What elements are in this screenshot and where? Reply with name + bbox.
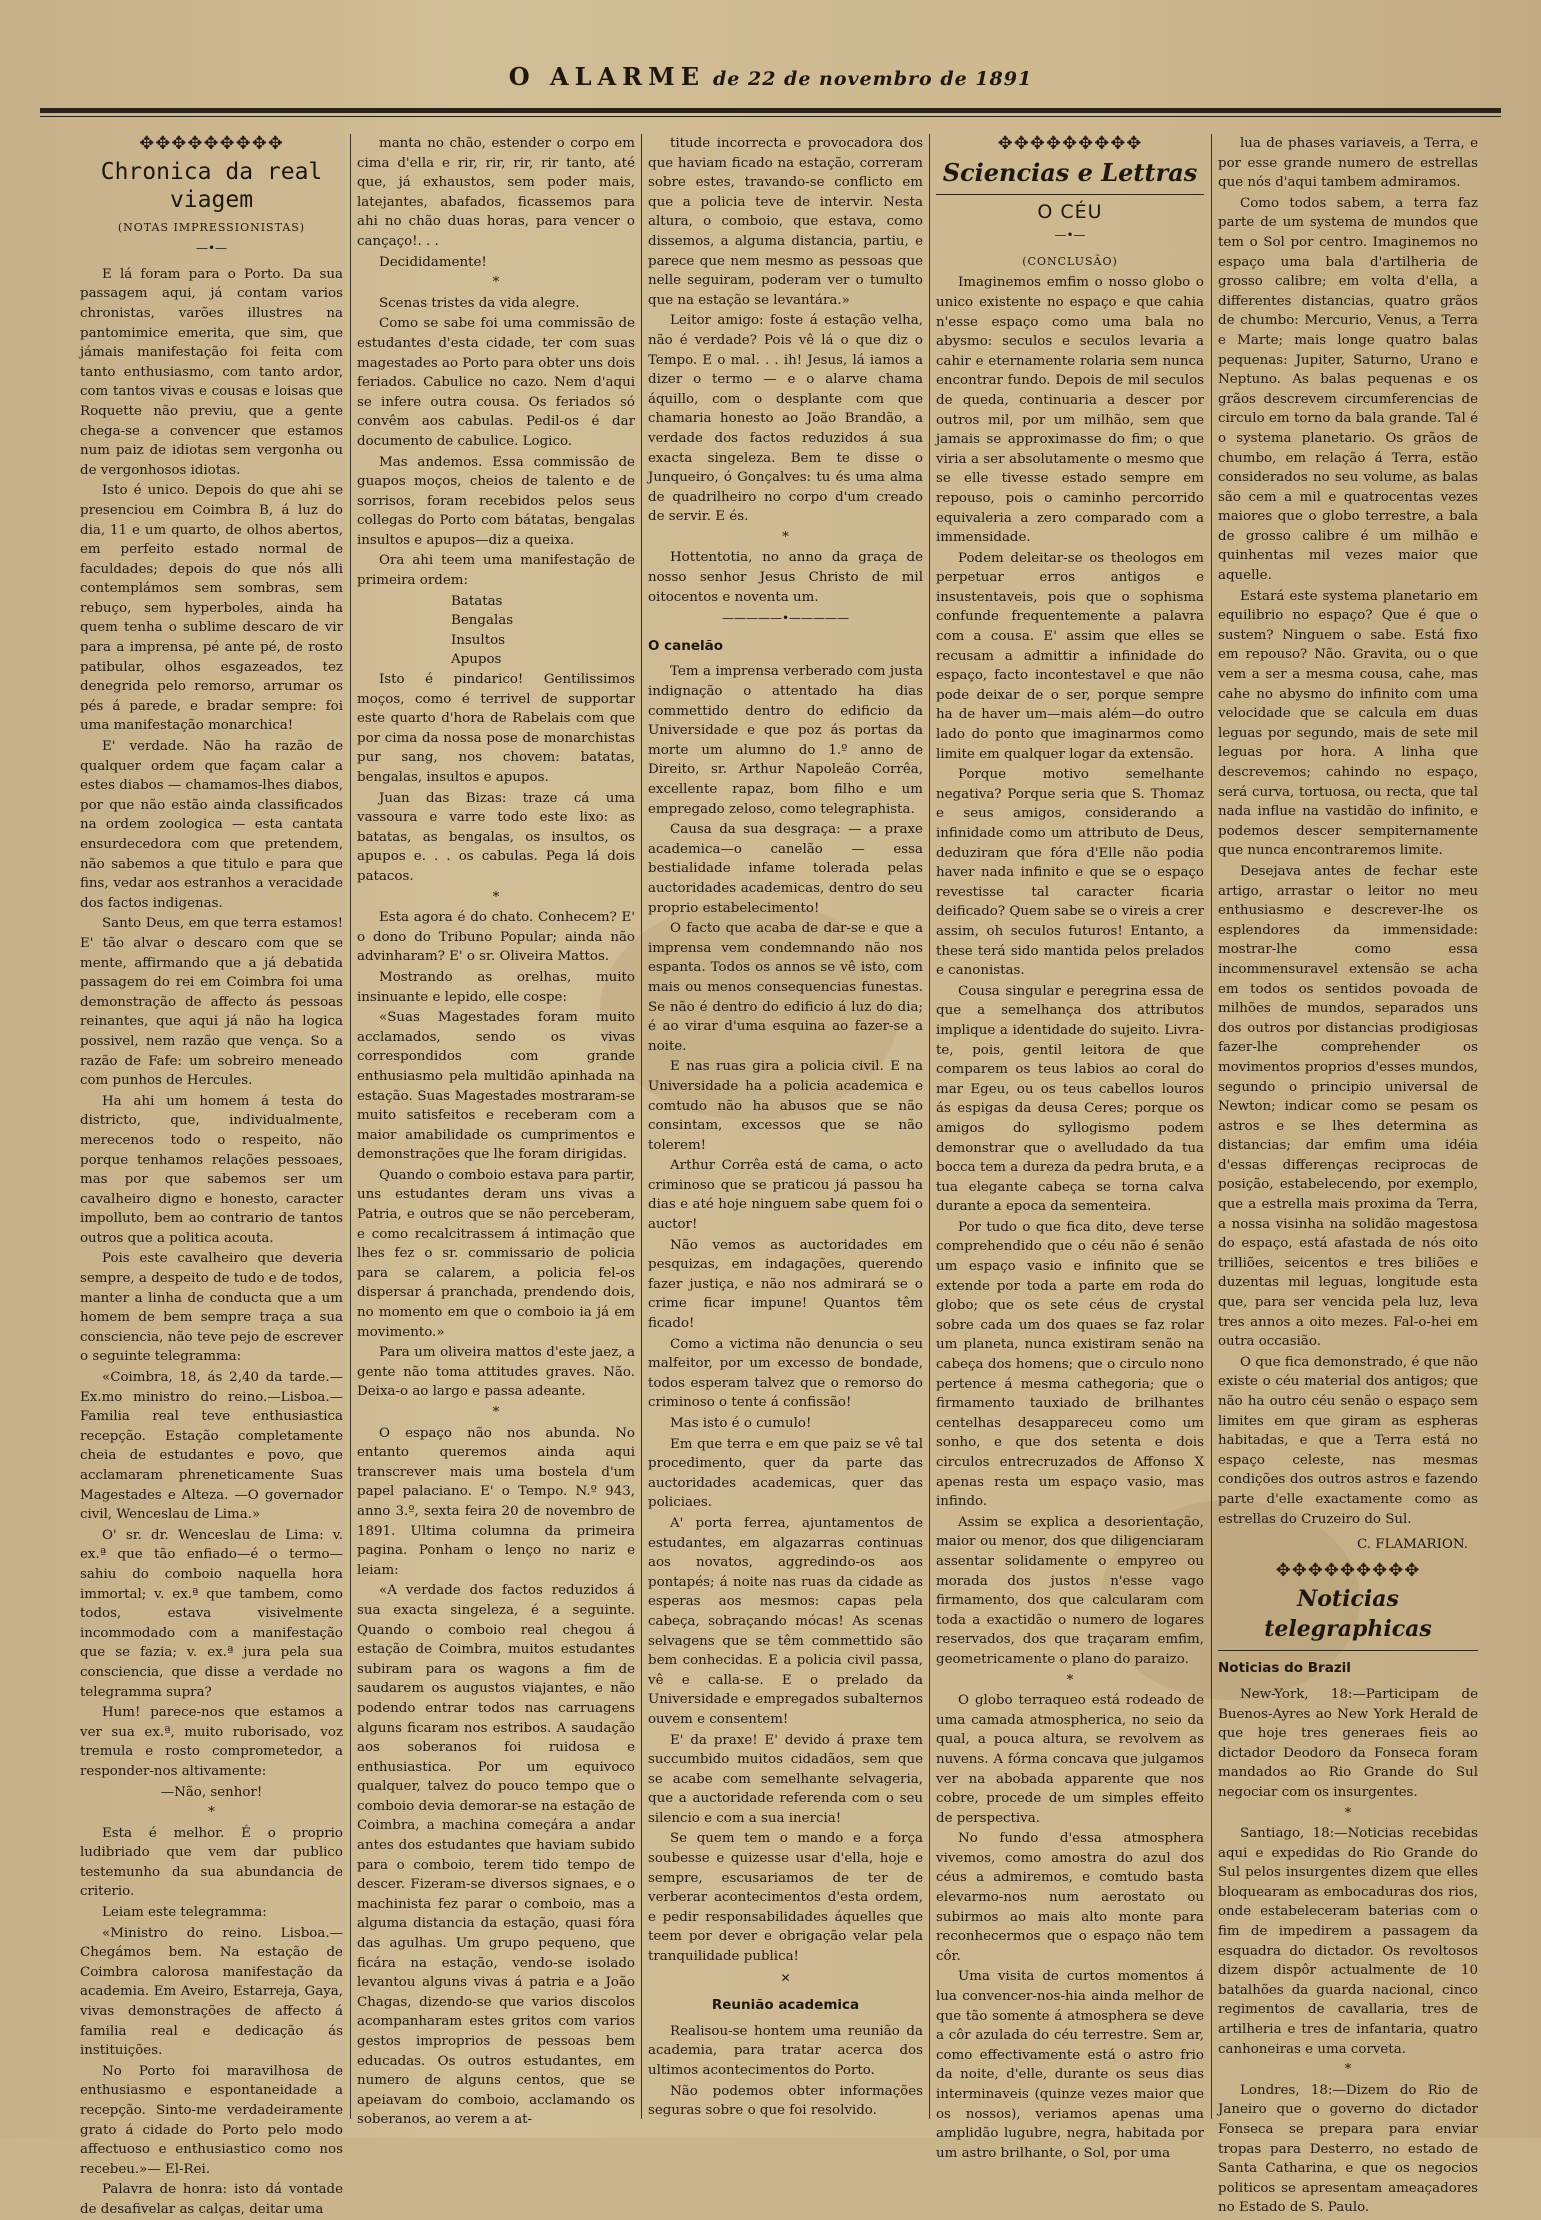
article-title: O CÉU bbox=[1037, 200, 1103, 223]
column-1 bbox=[80, 133, 343, 2217]
article-body bbox=[648, 662, 923, 1966]
masthead bbox=[60, 62, 1481, 102]
separator: —————•————— bbox=[721, 611, 850, 626]
paragraph: Se quem tem o mando e a força soubesse e quizesse usar d'ella, hoje e sempre, escusariamos de ter de verberar acontecimentos d'esta ordem, e pedir responsabilidades áquelles que teem por dever e obrigação velar pela tranquilidade publica! bbox=[648, 1831, 923, 1965]
paragraph: Desejava antes de fechar este artigo, arrastar o leitor no meu enthusiasmo e descrever-lhe os esplendores da immensidade: mostrar-lhe como essa incommensuravel extensão se acha em todos os sentidos povoada de milhões de mundos, separados uns dos outros por distancias prodigiosas fazer-lhe comprehender os movimentos proprios d'esses mundos, segundo o principio universal de Newton; indicar como se pesam os astros e se lhes determina as distancias; dar emfim uma idéia d'essas differenças reciprocas de posição, estabelecendo, por exemplo, que a estrella mais proxima da Terra, a nossa visinha na solidão magestosa do espaço, está afastada de nós oito trilliões, seicentos e tres biliões e duzentas mil leguas, longitude esta que, para ser vencida pela luz, leva tres annos a oito mezes. Fal-o-hei em outra occasião. bbox=[1218, 863, 1478, 1350]
section-heading: Reunião academica bbox=[711, 1997, 860, 2014]
header-rule-thin bbox=[40, 116, 1501, 117]
paragraph: * bbox=[1344, 2062, 1352, 2078]
paragraph: Ora ahi teem uma manifestação de primeira ordem: bbox=[357, 553, 635, 589]
section-heading: O canelão bbox=[648, 637, 724, 654]
paragraph: Realisou-se hontem uma reunião da academia, para tratar acerca dos ultimos acontecimentos do Porto. bbox=[648, 2023, 923, 2078]
paragraph: * bbox=[492, 1405, 500, 1420]
paragraph: Como a victima não denuncia o seu malfeitor, por um excesso de bondade, todos esperam talvez que o remorso do criminoso o tente á confissão! bbox=[648, 1336, 923, 1411]
paragraph: lua de phases variaveis, a Terra, e por esse grande numero de estrellas que nós d'aqui tambem admiramos. bbox=[1218, 136, 1478, 191]
paragraph: manta no chão, estender o corpo em cima d'ella e rir, rir, rir, rir tanto, até que, já exhaustos, sem poder mais, latejantes, abafados, ficassemos para ahi no chão duas horas, para vencer o cançaço!. . . bbox=[357, 136, 635, 249]
article-body bbox=[1218, 134, 1478, 1529]
paragraph: «Ministro do reino. Lisboa.— Chegámos bem. Na estação de Coimbra calorosa manifestação da academia. Em Aveiro, Estarreja, Gaya, vivas demonstrações de affecto á familia real e dedicação ás instituições. bbox=[80, 1925, 343, 2059]
paragraph: Santiago, 18:—Noticias recebidas aqui e expedidas do Rio Grande do Sul pelos insurgentes dizem que elles bloquearam as embocaduras dos rios, onde estabeleceram baterias com o fim de impedirem a passagem da esquadra do dictador. Os revoltosos dizem dispôr actualmente de 10 batalhões da guarda nacional, cinco regimentos de cavallaria, tres de artilheria e tres de infantaria, quatro canhoneiras e uma corveta. bbox=[1218, 1826, 1478, 2057]
list-item: Apupos bbox=[451, 652, 502, 668]
paragraph: Uma visita de curtos momentos á lua convencer-nos-hia ainda melhor de que tão somente á atmosphera se deve a côr azulada do céu terrestre. Sem ar, como effectivamente está o astro frio da noite, d'elle, durante os seus dias interminaveis (quinze vezes maior que os nossos), veriamos apenas uma amplidão lugubre, negra, habitada por um astro brilhante, o Sol, por uma bbox=[936, 1969, 1204, 2161]
paragraph: Assim se explica a desorientação, maior ou menor, dos que diligenciaram assentar solidamente o empyreo ou morada dos justos n'esse vago firmamento, dos que calcularam com toda a exactidão o numero de logares reservados, dos que traçaram emfim, geometricamente o plano do paraizo. bbox=[936, 1514, 1204, 1667]
paragraph: E nas ruas gira a policia civil. E na Universidade ha a policia academica e comtudo não ha abusos que se não consintam, excessos que se não tolerem! bbox=[648, 1059, 923, 1153]
header-rule bbox=[40, 108, 1501, 113]
ornament-row: ✥✥✥✥✥✥✥✥✥ bbox=[997, 133, 1143, 154]
paragraph: «Suas Magestades foram muito acclamados, sendo os vivas correspondidos com grande enthusiasmo pela multidão apinhada na estação. Suas Magestades mostraram-se muito satisfeitos e receberam com a maior amabilidade os cumprimentos e demonstrações que lhe foram dirigidas. bbox=[357, 1010, 635, 1163]
paragraph: O globo terraqueo está rodeado de uma camada atmospherica, no seio da qual, a pouca altura, se revolvem as nuvens. A fórma concava que julgamos ver na abobada apparente que nos cobre, procede de um simples effeito de perspectiva. bbox=[936, 1693, 1204, 1826]
paragraph: Tem a imprensa verberado com justa indignação o attentado ha dias commettido dentro do edificio da Universidade e que poz ás portas da morte um alumno do 1.º anno de Direito, sr. Arthur Napoleão Corrêa, excellente rapaz, bom filho e um empregado zeloso, como telegraphista. bbox=[648, 664, 923, 817]
paragraph: Hottentotia, no anno da graça de nosso senhor Jesus Christo de mil oitocentos e noventa um. bbox=[648, 550, 923, 605]
paragraph: Isto é unico. Depois do que ahi se presenciou em Coimbra B, á luz do dia, 11 e um quarto, de olhos abertos, em perfeito estado normal de faculdades; depois do que nós alli contemplámos sem sombras, sem rebuço, sem hyperboles, ainda ha quem tenha o sublime descaro de vir para a imprensa, pé ante pé, de rosto patibular, olhos esgazeados, tez denegrida pelo remorso, arrumar os pés á parede, e bradar sempre: foi uma manifestação monarchica! bbox=[80, 483, 343, 734]
list-item: Bengalas bbox=[451, 613, 514, 629]
paragraph: Imaginemos emfim o nosso globo o unico existente no espaço e que cahia n'esse espaço como uma bala no abysmo: seculos e seculos levaria a cahir e eternamente rolaria sem nunca encontrar fundo. Depois de mil seculos de queda, continuaria a descer por outros mil, por um milhão, sem que jamais se approximasse do fim; o que viria a ser absolutamente o mesmo que se elle tivesse estado sempre em repouso, pois o caminho percorrido equivaleria a zero comparado com a immensidade. bbox=[936, 275, 1204, 546]
paragraph: Porque motivo semelhante negativa? Porque seria que S. Thomaz e seus amigos, considerando a infinidade como um attributo de Deus, deduziram que fóra d'Elle não podia haver nada infinito e que se o espaço revestisse tal caracter ficaria deificado? Quem sabe se o vireis a crer assim, oh seculos futuros! Entanto, a these terá sido mantida pelos prelados e canonistas. bbox=[936, 767, 1204, 979]
paragraph: E lá foram para o Porto. Da sua passagem aqui, já contam varios chronistas, varões illustres na pantomimice emerita, que sim, que jámais manifestação foi feita com tanto enthusiasmo, com tanto ardor, com tantos vivas e cousas e loisas que Roquette não previu, que a gente chega-se a convencer que estamos num paiz de idiotas sem vergonha ou de vergonhosos idiotas. bbox=[80, 266, 343, 478]
divider bbox=[936, 194, 1204, 195]
article-subtitle: (CONCLUSÃO) bbox=[1022, 254, 1118, 268]
paragraph: Isto é pindarico! Gentilissimos moços, como é terrivel de supportar este quarto d'hora de Rabelais com que por cima da nossa pose de monarchistas pur sang, nos chovem: batatas, bengalas, insultos e apupos. bbox=[357, 672, 635, 785]
section-title: Sciencias e Lettras bbox=[942, 157, 1198, 187]
item-list bbox=[357, 592, 635, 670]
paragraph: No fundo d'essa atmosphera vivemos, como amostra do azul dos céus a admiremos, e comtudo basta elevarmo-nos num aerostato ou subirmos ao mais alto monte para reconhecermos que o espaço não tem côr. bbox=[936, 1831, 1204, 1964]
signature: C. FLAMARION. bbox=[1357, 1537, 1468, 1553]
separator: —•— bbox=[1054, 228, 1086, 243]
paragraph: Como todos sabem, a terra faz parte de um systema de mundos que tem o Sol por centro. Imaginemos no espaço uma bala d'artilheria de grosso calibre; em volta d'ella, a differentes distancias, quatro grãos de chumbo: Mercurio, Venus, a Terra e Marte; mais longe quatro balas pequenas: Jupiter, Saturno, Urano e Neptuno. As balas pequenas e os grãos descrevem circumferencias de circulo em torno da bala grande. Tal é o systema planetario. Os grãos de chumbo, em relação á Terra, estão considerados no seu volume, as balas são cem a mil e quatrocentas vezes maiores que o globo terrestre, a bala de grosso calibre é um milhão e quinhentas mil vezes maior que aquelle. bbox=[1218, 195, 1478, 584]
article-title: Chronica da real viagem bbox=[100, 158, 323, 213]
article-body bbox=[357, 670, 635, 2130]
paragraph: Mas isto é o cumulo! bbox=[670, 1416, 812, 1431]
paragraph: Esta é melhor. É o proprio ludibriado que vem dar publico testemunho da sua abundancia de criterio. bbox=[80, 1825, 343, 1900]
paragraph: Hum! parece-nos que estamos a ver sua ex.ª, muito ruborisado, voz tremula e rosto comprometedor, a responder-nos altivamente: bbox=[80, 1705, 343, 1779]
ornament-row: ✥✥✥✥✥✥✥✥✥ bbox=[139, 133, 284, 154]
paragraph: Palavra de honra: isto dá vontade de desafivelar as calças, deitar uma bbox=[80, 2182, 343, 2217]
paragraph: O que fica demonstrado, é que não existe o céu material dos antigos; que não ha outro céu senão o espaço sem limites em que giram as espheras habitadas, e que a Terra está no espaço celeste, nas mesmas condições dos outros astros e fazendo parte d'elle exactamente como as estrellas do Cruzeiro do Sul. bbox=[1218, 1354, 1478, 1527]
article-subtitle: (NOTAS IMPRESSIONISTAS) bbox=[117, 220, 306, 234]
column-3 bbox=[648, 134, 923, 2119]
paragraph: Como se sabe foi uma commissão de estudantes d'esta cidade, ter com suas magestades ao Porto para obter uns dois feriados. Cabulice no cazo. Nem d'aqui se infere outra cousa. Os feriados só convêm aos cabulas. Pedil-os é dar documento de cabulice. Logico. bbox=[357, 316, 635, 449]
column-4 bbox=[936, 133, 1204, 2161]
column-rule bbox=[350, 134, 351, 2119]
paragraph: * bbox=[782, 529, 789, 545]
column-rule bbox=[1211, 134, 1212, 2119]
paragraph: Arthur Corrêa está de cama, o acto criminoso que se praticou já passou ha dias e até hoje ninguem sabe quem foi o auctor! bbox=[648, 1158, 923, 1233]
paragraph: No Porto foi maravilhosa de enthusiasmo e espontaneidade a recepção. Sinto-me verdadeiramente grato á cidade do Porto pelo modo affectuoso e enthusiastico como nos recebeu.»— El-Rei. bbox=[80, 2063, 343, 2177]
paragraph: Cousa singular e peregrina essa de que a semelhança dos attributos implique a identidade do sujeito. Livra-te, pois, gentil leitora de que comparem os teus labios ao coral do mar Egeu, ou os teus cabellos louros ás espigas da deusa Ceres; porque os amigos do syllogismo podem demonstrar que o avelludado da tua bocca tem a dureza da pedra bruta, e a tua elegante cabeça se torna calva durante a epoca da sementeira. bbox=[936, 983, 1204, 1215]
paragraph: Scenas tristes da vida alegre. bbox=[379, 295, 580, 311]
paragraph: * bbox=[492, 275, 500, 291]
paragraph: Esta agora é do chato. Conhecem? E' o dono do Tribuno Popular; ainda não advinharam? E' o sr. Oliveira Mattos. bbox=[357, 910, 635, 965]
paragraph: * bbox=[1066, 1672, 1074, 1688]
column-rule bbox=[929, 134, 930, 2119]
paragraph: Decididamente! bbox=[379, 254, 487, 270]
paragraph: Não vemos as auctoridades em pesquizas, em indagações, querendo fazer justiça, e não nos admirará se o crime ficar impune! Quantos têm ficado! bbox=[648, 1237, 923, 1332]
column-2 bbox=[357, 134, 635, 2128]
separator: —•— bbox=[195, 241, 228, 256]
masthead-date: de 22 de novembro de 1891 bbox=[712, 68, 1033, 90]
paragraph: * bbox=[492, 889, 500, 905]
article-body bbox=[357, 134, 635, 591]
section-title: Noticias telegraphicas bbox=[1264, 1586, 1432, 1643]
paragraph: E' da praxe! E' devido á praxe tem succumbido muitos cidadãos, sem que se acabe com semelhante selvageria, que a auctoridade referenda com o seu silencio e com a sua inercia! bbox=[648, 1732, 923, 1826]
paragraph: Pois este cavalheiro que deveria sempre, a despeito de tudo e de todos, manter a linha de conducta que a um homem de bem sempre traça a sua consciencia, não teve pejo de escrever o seguinte telegramma: bbox=[80, 1251, 343, 1365]
paragraph: New-York, 18:—Participam de Buenos-Ayres ao New York Herald de que hoje tres generaes fieis ao dictador Deodoro da Fonseca foram mandados ao Rio Grande do Sul negociar com os insurgentes. bbox=[1218, 1686, 1478, 1800]
paragraph: Podem deleitar-se os theologos em perpetuar erros antigos e insustentaveis, pois que o sophisma confunde frequentemente a palavra com a cousa. E' assim que elles se recusam a admittir a infinidade do espaço, facto incontestavel e que não pode deixar de o ser, porque sempre ha de haver um—mais além—do outro lado do ponto que imaginarmos como limite em qualquer logar da extensão. bbox=[936, 550, 1204, 762]
paragraph: Mas andemos. Essa commissão de guapos moços, cheios de talento e de sorrisos, foram recebidos pelos seus collegas do Porto com bátatas, bengalas insultos e apupos—diz a queixa. bbox=[357, 454, 635, 548]
paragraph: —Não, senhor! bbox=[160, 1784, 263, 1800]
paragraph: Estará este systema planetario em equilibrio no espaço? Que é que o sustem? Ninguem o sabe. Está fixo em repouso? Não. Gravita, ou o que vem a ser a mesma cousa, cahe, mas cahe no abysmo do infinito com uma velocidade que se calcula em duas leguas por segundo, mais de sete mil leguas por hora. A linha que descrevemos; cahindo no espaço, será curva, tortuosa, ou recta, que tal nada influe na vastidão do infinito, e podemos descer sempiternamente que nunca encontraremos limite. bbox=[1218, 588, 1478, 859]
paragraph: * bbox=[1344, 1805, 1352, 1821]
paragraph: «A verdade dos factos reduzidos á sua exacta singeleza, é a seguinte. Quando o comboio real chegou á estação de Coimbra, muitos estudantes subiram para os wagons a fim de saudarem os augustos viajantes, e não podendo entrar todos nas carruagens alguns ficaram nos estribos. A saudação aos soberanos foi ruidosa e enthusiastica. Por um equivoco qualquer, talvez do pouco tempo que o comboio devia demorar-se na estação de Coimbra, a machina começára a andar antes dos estudantes que haviam subido para o comboio, terem tido tempo de descer. Fizeram-se diversos signaes, e o machinista fez parar o comboio, mas a alguma distancia da estação, quasi fóra das agulhas. Um grupo pequeno, que ficára na estação, vendo-se isolado levantou alguns vivas á patria e a João Chagas, dizendo-se que varios discolos acompanharam estes gritos com varios gestos improprios de pessoas bem educadas. Os outros estudantes, em numero de alguns centos, que se apeiavam do comboio, acclamando os soberanos, ao verem a at- bbox=[357, 1583, 635, 2128]
paragraph: O espaço não nos abunda. No entanto queremos ainda aqui transcrever mais uma bostela d'um papel palaciano. E' o Tempo. N.º 943, anno 3.º, sexta feira 20 de novembro de 1891. Ultima columna da primeira pagina. Ponham o lenço no nariz e leiam: bbox=[357, 1425, 635, 1578]
article-body bbox=[648, 134, 923, 607]
list-item: Batatas bbox=[451, 593, 503, 609]
column-5 bbox=[1218, 134, 1478, 2216]
paragraph: * bbox=[208, 1805, 215, 1821]
divider bbox=[1218, 1650, 1478, 1651]
paragraph: E' verdade. Não ha razão de qualquer ordem que façam calar a estes diabos — chamamos-lhes diabos, por que não estão ainda classificados na ordem zoologica — esta cantata ensurdecedora com que pretendem, não sabemos a que titulo e para que fins, vedar aos estranhos a veracidade dos factos indigenas. bbox=[80, 739, 343, 911]
paragraph: Mostrando as orelhas, muito insinuante e lepido, elle cospe: bbox=[357, 969, 635, 1005]
paragraph: «Coimbra, 18, ás 2,40 da tarde.— Ex.mo ministro do reino.—Lisboa.— Familia real teve enthusiastica recepção. Estação completamente cheia de estudantes e povo, que acclamaram phreneticamente Suas Magestades e Alteza. —O governador civil, Wenceslau de Lima.» bbox=[80, 1370, 343, 1523]
paragraph: Não podemos obter informações seguras sobre o que foi resolvido. bbox=[648, 2083, 923, 2119]
cross-separator: ✕ bbox=[780, 1970, 791, 1985]
paragraph: Ha ahi um homem á testa do districto, que, individualmente, merecenos todo o respeito, não porque tenhamos relações pessoaes, mas por que sabemos ser um cavalheiro digno e honesto, caracter impolluto, bem ao contrario de tantos outros que a politica acouta. bbox=[80, 1093, 343, 1246]
paragraph: titude incorrecta e provocadora dos que haviam ficado na estação, correram sobre estes, travando-se conflicto em que a policia teve de intervir. Nesta altura, o comboio, que estava, como dissemos, a alguma distancia, partiu, e parece que nem mesmo as pessoas que nelle seguiram, poderam ver o tumulto que na estação se levantára.» bbox=[648, 136, 923, 308]
paragraph: Em que terra e em que paiz se vê tal procedimento, quer da parte das auctoridades academicas, quer das policiaes. bbox=[648, 1436, 923, 1511]
paragraph: A' porta ferrea, ajuntamentos de estudantes, em algazarras continuas aos novatos, aggredindo-os aos pontapés; á noite nas ruas da cidade as esperas aos mesmos: capas pela cabeça, sobraçando mócas! As scenas selvagens que se têm commettido são bem conhecidas. E a policia civil passa, vê e calla-se. E o prelado da Universidade e empregados subalternos ouvem e consentem! bbox=[648, 1515, 923, 1727]
article-body bbox=[1218, 1685, 1478, 2218]
paragraph: O' sr. dr. Wenceslau de Lima: v. ex.ª que tão enfiado—é o termo—sahiu do comboio naquella hora immortal; v. ex.ª que tambem, como todos, estava visivelmente incommodado com a manifestação que se fazia; v. ex.ª jura pela sua consciencia, que disse a verdade no telegramma supra? bbox=[80, 1527, 343, 1700]
paragraph: Para um oliveira mattos d'este jaez, a gente não toma attitudes graves. Não. Deixa-o ao largo e passa adeante. bbox=[357, 1345, 635, 1400]
paragraph: Causa da sua desgraça: — a praxe academica—o canelão — essa bestialidade infame tolerada pelas auctoridades academicas, dentro do seu proprio estabelecimento! bbox=[648, 822, 923, 916]
paragraph: Santo Deus, em que terra estamos! E' tão alvar o descaro com que se mente, affirmando que a já debatida passagem do rei em Coimbra foi uma demonstração de affecto ás pessoas reinantes, que aqui já não ha logica possivel, nem razão que vença. So a razão de Fafe: um sobreiro meneado com punhos de Hercules. bbox=[80, 916, 343, 1089]
column-rule bbox=[641, 134, 642, 2119]
paragraph: Juan das Bizas: traze cá uma vassoura e varre todo este lixo: as batatas, as bengalas, os insultos, os apupos e. . . os cabulas. Pega lá dois patacos. bbox=[357, 790, 635, 884]
list-item: Insultos bbox=[451, 632, 506, 648]
section-heading: Noticias do Brazil bbox=[1218, 1660, 1351, 1677]
article-body bbox=[80, 265, 343, 2220]
article-body bbox=[936, 273, 1204, 2163]
paragraph: Por tudo o que fica dito, deve terse comprehendido que o céu não é senão um espaço vasio e infinito que se extende por toda a parte em roda do globo; que os sete céus de crystal sobre cada um dos quaes se faz rolar um planeta, nunca existiram senão na cabeça dos homens; que o circulo nono pertence á mesma cathegoria; que o firmamento tauxiado de brilhantes centelhas desappareceu como um sonho, e que dos setenta e dois circulos entrecruzados de Affonso X apenas resta um espaço vasio, mas infindo. bbox=[936, 1219, 1204, 1510]
paragraph: Leitor amigo: foste á estação velha, não é verdade? Pois vê lá o que diz o Tempo. E o mal. . . ih! Jesus, lá iamos a dizer o termo — e o alarve chama áquillo, com o desplante com que chamaria honesto ao João Brandão, a verdade dos factos reduzidos á sua exacta singeleza. Bem te disse o Junqueiro, ó Gonçalves: tu és uma alma de quadrilheiro no corpo d'um creado de servir. E és. bbox=[648, 313, 923, 525]
paragraph: Quando o comboio estava para partir, uns estudantes deram uns vivas a Patria, e outros que se não perceberam, e como recalcitrassem á intimação que lhes fez o sr. commissario de policia para se calarem, a policia fel-os dispersar á pranchada, prendendo dois, no momento em que o comboio ia já em movimento.» bbox=[357, 1167, 635, 1340]
paragraph: Londres, 18:—Dizem do Rio de Janeiro que o governo do dictador Fonseca se prepara para enviar tropas para Desterro, no estado de Santa Catharina, e que os negocios politicos se apresentam ameaçadores no Estado de S. Paulo. bbox=[1218, 2082, 1478, 2216]
paragraph: O facto que acaba de dar-se e que a imprensa vem condemnando não nos espanta. Todos os annos se vê isto, com mais ou menos consequencias funestas. Se não é dentro do edificio á luz do dia; é ao virar d'uma esquina ao fazer-se a noite. bbox=[648, 921, 923, 1054]
ornament-row: ✥✥✥✥✥✥✥✥✥ bbox=[1275, 1559, 1421, 1581]
article-body bbox=[648, 2022, 923, 2121]
masthead-brand: O ALARME bbox=[508, 62, 705, 91]
paragraph: Leiam este telegramma: bbox=[102, 1905, 267, 1921]
